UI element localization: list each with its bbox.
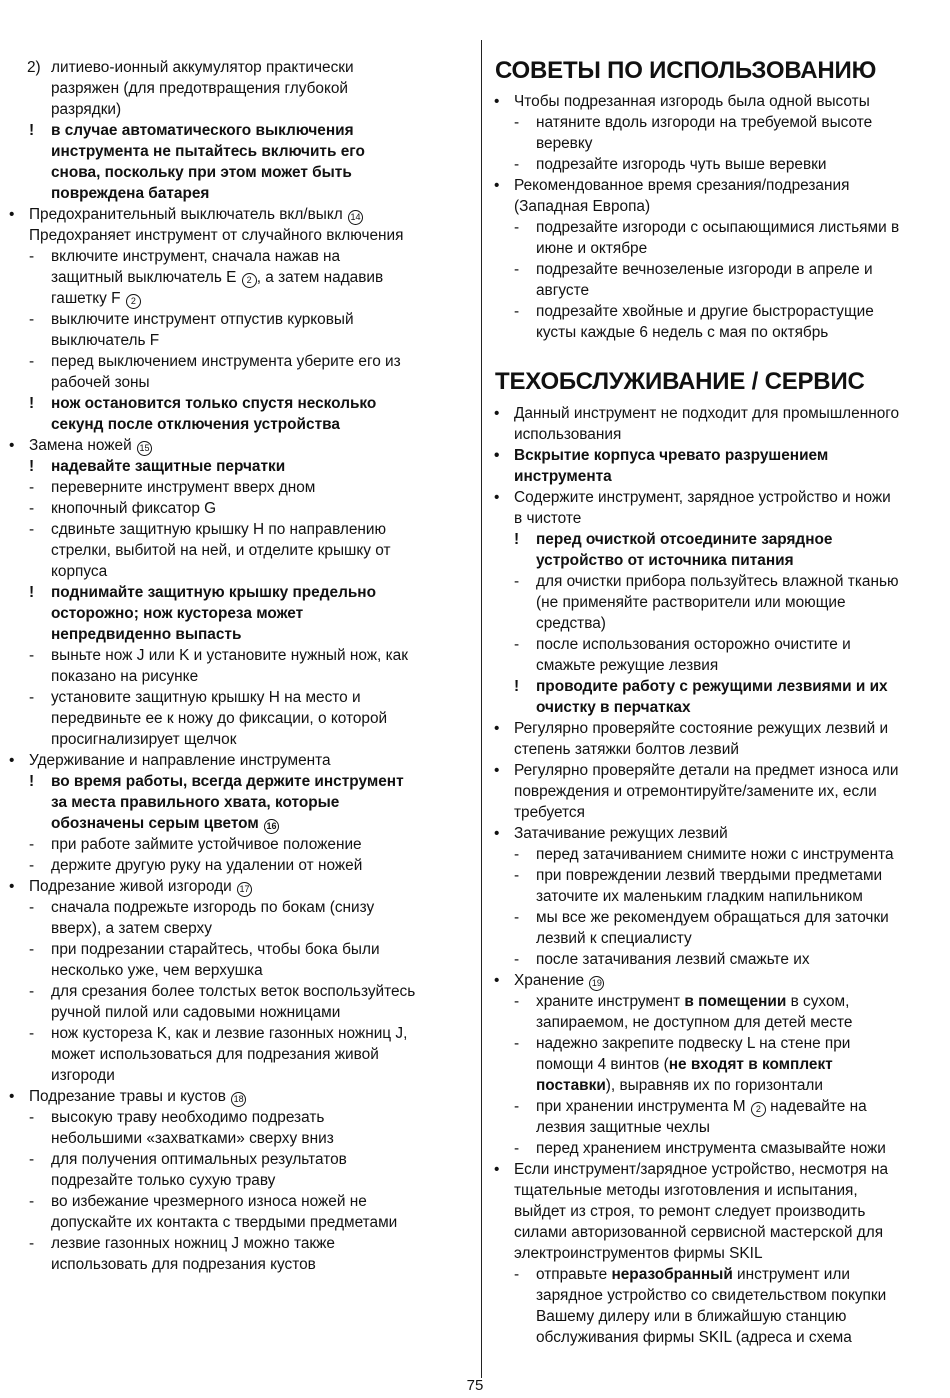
figure-reference-icon: 17: [237, 882, 252, 897]
text-line: выключатель F: [51, 332, 160, 349]
figure-reference-icon: 2: [751, 1102, 766, 1117]
bold-text: в помещении: [684, 993, 787, 1010]
text-line: • Если инструмент/зарядное устройство, несмотря на: [494, 1161, 889, 1178]
text-line: - для срезания более толстых веток воспользуйтесь: [29, 983, 416, 1000]
figure-reference-icon: 15: [137, 441, 152, 456]
list-marker: •: [494, 720, 500, 737]
list-marker: -: [29, 353, 35, 370]
text-line: разрядки): [51, 101, 122, 118]
text-line: - отправьте неразобранный инструмент или: [514, 1266, 850, 1283]
text-line: очистку в перчатках: [536, 699, 691, 716]
text-line: веревку: [536, 135, 593, 152]
list-marker: -: [29, 836, 35, 853]
text-line: ! перед очисткой отсоедините зарядное: [514, 531, 833, 548]
text-line: силами авторизованной сервисной мастерской для: [514, 1224, 884, 1241]
list-marker: -: [514, 993, 520, 1010]
text-line: показано на рисунке: [51, 668, 199, 685]
text-line: ! надевайте защитные перчатки: [29, 458, 286, 475]
list-marker: •: [494, 489, 500, 506]
text-line: • Данный инструмент не подходит для промышленного: [494, 405, 900, 422]
text-line: снова, поскольку при этом может быть: [51, 164, 352, 181]
list-marker: !: [29, 773, 35, 790]
list-marker: -: [514, 219, 520, 236]
list-marker: -: [29, 1025, 35, 1042]
text-line: - подрезайте вечнозеленые изгороди в апреле и: [514, 261, 873, 278]
figure-reference-icon: 2: [242, 273, 257, 288]
text-line: • Чтобы подрезанная изгородь была одной высоты: [494, 93, 870, 110]
text-line: - сначала подрежьте изгородь по бокам (снизу: [29, 899, 375, 916]
list-marker: •: [494, 405, 500, 422]
text-line: июне и октябре: [536, 240, 648, 257]
list-marker: •: [494, 93, 500, 110]
text-line: обозначены серым цветом 16: [8, 813, 470, 834]
list-marker: -: [514, 1266, 520, 1283]
text-line: ! поднимайте защитную крышку предельно: [29, 584, 376, 601]
list-marker: -: [514, 951, 520, 968]
list-marker: !: [514, 678, 520, 695]
text-line: - перед выключением инструмента уберите его из: [29, 353, 401, 370]
text-line: инструмента не пытайтесь включить его: [51, 143, 365, 160]
text-line: может использоваться для подрезания живой: [51, 1046, 379, 1063]
text-line: ! нож остановится только спустя несколько: [29, 395, 377, 412]
text-line: - при хранении инструмента M 2 надевайте на: [514, 1098, 867, 1115]
column-divider: [481, 40, 482, 1378]
text-line: - лезвие газонных ножниц J можно также: [29, 1235, 335, 1252]
text-line: небольшими «захватками» сверху вниз: [51, 1130, 334, 1147]
list-marker: -: [29, 1235, 35, 1252]
list-marker: !: [29, 395, 35, 412]
text-line: устройство от источника питания: [536, 552, 794, 569]
list-marker: •: [494, 762, 500, 779]
text-line: корпуса: [51, 563, 108, 580]
text-line: - подрезайте хвойные и другие быстрорастущие: [514, 303, 874, 320]
text-line: - при подрезании старайтесь, чтобы бока были: [29, 941, 380, 958]
text-line: заточите их маленьким гладким напильником: [536, 888, 863, 905]
text-line: электроинструментов фирмы SKIL: [514, 1245, 763, 1262]
text-line: • Удерживание и направление инструмента: [9, 752, 331, 769]
list-marker: -: [514, 303, 520, 320]
list-marker: •: [494, 177, 500, 194]
page-number: 75: [466, 1377, 484, 1394]
list-marker: -: [514, 636, 520, 653]
list-marker: -: [29, 983, 35, 1000]
list-marker: •: [9, 878, 15, 895]
list-marker: -: [29, 1151, 35, 1168]
list-marker: -: [514, 909, 520, 926]
text-line: осторожно; нож кустореза может: [51, 605, 304, 622]
list-marker: •: [9, 1088, 15, 1105]
text-line: ручной пилой или садовыми ножницами: [51, 1004, 341, 1021]
text-line: допускайте их контакта с твердыми предметами: [51, 1214, 398, 1231]
text-line: 2) литиево-ионный аккумулятор практически: [27, 59, 354, 76]
text-line: в чистоте: [514, 510, 582, 527]
text-line: ! проводите работу с режущими лезвиями и их: [514, 678, 888, 695]
text-line: • Затачивание режущих лезвий: [494, 825, 728, 842]
text-line: Предохраняет инструмент от случайного включения: [29, 227, 404, 244]
text-line: инструмента: [514, 468, 612, 485]
maintenance-list: [493, 403, 950, 1348]
list-marker: -: [29, 899, 35, 916]
list-marker: !: [29, 458, 35, 475]
text-line: - для очистки прибора пользуйтесь влажной тканью: [514, 573, 899, 590]
text-line: • Регулярно проверяйте состояние режущих лезвий и: [494, 720, 889, 737]
text-line: лезвия защитные чехлы: [536, 1119, 710, 1136]
text-line: стрелки, выбитой на ней, и отделите крышку от: [51, 542, 391, 559]
text-line: рабочей зоны: [51, 374, 150, 391]
text-line: изгороди: [51, 1067, 115, 1084]
text-line: • Подрезание живой изгороди 17: [8, 876, 470, 897]
figure-reference-icon: 18: [231, 1092, 246, 1107]
text-line: требуется: [514, 804, 585, 821]
list-marker: -: [514, 867, 520, 884]
text-line: • Замена ножей 15: [8, 435, 470, 456]
text-line: зарядное устройство со свидетельством покупки: [536, 1287, 887, 1304]
list-marker: -: [29, 1109, 35, 1126]
list-marker: -: [29, 479, 35, 496]
text-line: смажьте режущие лезвия: [536, 657, 719, 674]
text-line: - подрезайте изгороди с осыпающимися листьями в: [514, 219, 900, 236]
text-line: (Западная Европа): [514, 198, 651, 215]
text-line: средства): [536, 615, 606, 632]
text-line: кусты каждые 6 недель с мая по октябрь: [536, 324, 829, 341]
text-line: - переверните инструмент вверх дном: [29, 479, 316, 496]
figure-reference-icon: 2: [126, 294, 141, 309]
list-marker: •: [494, 825, 500, 842]
text-line: - мы все же рекомендуем обращаться для заточки: [514, 909, 889, 926]
text-line: разряжен (для предотвращения глубокой: [51, 80, 349, 97]
list-marker: !: [29, 584, 35, 601]
text-line: • Вскрытие корпуса чревато разрушением: [494, 447, 829, 464]
text-line: повреждения и отремонтируйте/замените их, если: [514, 783, 877, 800]
list-marker: -: [514, 261, 520, 278]
text-line: • Хранение 19: [493, 970, 950, 991]
text-line: запираемом, не доступном для детей месте: [536, 1014, 853, 1031]
text-line: - выключите инструмент отпустив курковый: [29, 311, 354, 328]
text-line: - перед хранением инструмента смазывайте ножи: [514, 1140, 886, 1157]
text-line: • Рекомендованное время срезания/подрезания: [494, 177, 850, 194]
text-line: августе: [536, 282, 590, 299]
text-line: использования: [514, 426, 622, 443]
list-marker: -: [29, 248, 35, 265]
list-marker: -: [514, 114, 520, 131]
figure-reference-icon: 14: [348, 210, 363, 225]
section-heading-usage-tips: СОВЕТЫ ПО ИСПОЛЬЗОВАНИЮ: [495, 57, 877, 84]
text-line: степень затяжки болтов лезвий: [514, 741, 739, 758]
list-marker: -: [514, 1140, 520, 1157]
list-marker: -: [514, 846, 520, 863]
list-marker: -: [29, 689, 35, 706]
text-line: - установите защитную крышку H на место и: [29, 689, 361, 706]
section-heading-maintenance: ТЕХОБСЛУЖИВАНИЕ / СЕРВИС: [495, 368, 865, 395]
text-line: вверх), а затем сверху: [51, 920, 212, 937]
list-marker: -: [514, 156, 520, 173]
text-line: • Содержите инструмент, зарядное устройство и ножи: [494, 489, 891, 506]
text-line: помощи 4 винтов (не входят в комплект: [536, 1056, 833, 1073]
list-marker: •: [494, 447, 500, 464]
text-line: поставки), выравняв их по горизонтали: [536, 1077, 823, 1094]
figure-reference-icon: 19: [589, 976, 604, 991]
text-line: за места правильного хвата, которые: [51, 794, 340, 811]
text-line: - во избежание чрезмерного износа ножей не: [29, 1193, 367, 1210]
list-marker: -: [29, 941, 35, 958]
text-line: • Подрезание травы и кустов 18: [8, 1086, 470, 1107]
list-marker: !: [514, 531, 520, 548]
text-line: подрезайте только сухую траву: [51, 1172, 276, 1189]
bold-text: не входят в комплект: [668, 1056, 833, 1073]
text-line: (не применяйте растворители или моющие: [536, 594, 846, 611]
text-line: - включите инструмент, сначала нажав на: [29, 248, 341, 265]
list-marker: -: [514, 1035, 520, 1052]
list-marker: -: [29, 1193, 35, 1210]
right-column: [493, 0, 950, 1348]
list-marker: 2): [27, 59, 41, 76]
text-line: - кнопочный фиксатор G: [29, 500, 217, 517]
list-marker: !: [29, 122, 35, 139]
text-line: - нож кустореза K, как и лезвие газонных ножниц J,: [29, 1025, 408, 1042]
text-line: - при повреждении лезвий твердыми предметами: [514, 867, 883, 884]
text-line: непредвиденно выпасть: [51, 626, 242, 643]
bold-text: поставки: [536, 1077, 606, 1094]
text-line: - для получения оптимальных результатов: [29, 1151, 347, 1168]
figure-reference-icon: 16: [264, 819, 279, 834]
list-marker: •: [9, 437, 15, 454]
text-line: защитный выключатель E 2 , а затем надавив: [51, 269, 384, 286]
text-line: - при работе займите устойчивое положение: [29, 836, 362, 853]
text-line: повреждена батарея: [51, 185, 210, 202]
text-line: передвиньте ее к ножу до фиксации, о которой: [51, 710, 388, 727]
text-line: выйдет из строя, то ремонт следует производить: [514, 1203, 866, 1220]
list-marker: -: [29, 500, 35, 517]
text-line: - сдвиньте защитную крышку H по направлению: [29, 521, 387, 538]
list-marker: •: [9, 752, 15, 769]
text-line: - надежно закрепите подвеску L на стене при: [514, 1035, 851, 1052]
text-line: секунд после отключения устройства: [51, 416, 340, 433]
list-marker: -: [29, 647, 35, 664]
text-line: - выньте нож J или K и установите нужный нож, как: [29, 647, 408, 664]
list-marker: •: [494, 1161, 500, 1178]
list-marker: •: [494, 972, 500, 989]
list-marker: -: [514, 573, 520, 590]
text-line: • Регулярно проверяйте детали на предмет износа или: [494, 762, 899, 779]
text-line: - храните инструмент в помещении в сухом,: [514, 993, 850, 1010]
text-line: - перед затачиванием снимите ножи с инструмента: [514, 846, 894, 863]
text-line: лезвий к специалисту: [536, 930, 692, 947]
text-line: • Предохранительный выключатель вкл/выкл 14: [8, 204, 470, 225]
text-line: - высокую траву необходимо подрезать: [29, 1109, 325, 1126]
text-line: несколько уже, чем верхушка: [51, 962, 263, 979]
text-line: ! в случае автоматического выключения: [29, 122, 354, 139]
text-line: - натяните вдоль изгороди на требуемой высоте: [514, 114, 873, 131]
bold-text: неразобранный: [611, 1266, 733, 1283]
text-line: ! во время работы, всегда держите инструмент: [29, 773, 404, 790]
text-line: тщательные методы изготовления и испытания,: [514, 1182, 858, 1199]
text-line: просигнализирует щелчок: [51, 731, 237, 748]
list-marker: -: [29, 857, 35, 874]
text-line: Вашему дилеру или в ближайшую станцию: [536, 1308, 847, 1325]
text-line: - держите другую руку на удалении от ножей: [29, 857, 363, 874]
left-column: [8, 0, 470, 1275]
text-line: - после использования осторожно очистите и: [514, 636, 851, 653]
list-marker: -: [29, 311, 35, 328]
usage-tips-list: [493, 91, 950, 343]
text-line: гашетку F 2: [8, 288, 470, 309]
list-marker: -: [29, 521, 35, 538]
text-line: обслуживания фирмы SKIL (адреса и схема: [536, 1329, 852, 1346]
list-marker: •: [9, 206, 15, 223]
list-marker: -: [514, 1098, 520, 1115]
text-line: - подрезайте изгородь чуть выше веревки: [514, 156, 827, 173]
text-line: использовать для подрезания кустов: [51, 1256, 316, 1273]
text-line: - после затачивания лезвий смажьте их: [514, 951, 810, 968]
